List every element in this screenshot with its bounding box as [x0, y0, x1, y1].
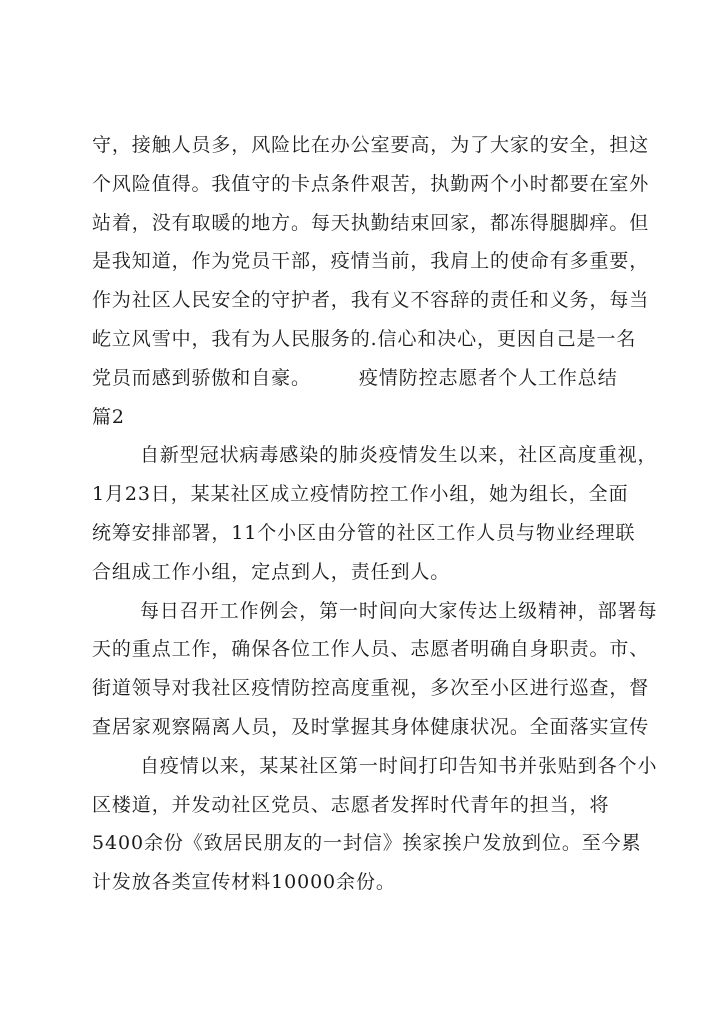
text-line: 统筹安排部署，11个小区由分管的社区工作人员与物业经理联: [92, 521, 636, 544]
text-line: 5400余份《致居民朋友的一封信》挨家挨户发放到位。至今累: [92, 832, 642, 855]
text-line: 是我知道，作为党员干部，疫情当前，我肩上的使命有多重要，: [92, 250, 650, 273]
paragraph-end: 党员而感到骄傲和自豪。: [92, 366, 311, 389]
text-line: 作为社区人民安全的守护者，我有义不容辞的责任和义务，每当: [92, 289, 650, 312]
text-line: 计发放各类宣传材料10000余份。: [92, 871, 396, 894]
text-line: 合组成工作小组，定点到人，责任到人。: [92, 560, 451, 583]
text-line: 屹立风雪中，我有为人民服务的.信心和决心，更因自己是一名: [92, 327, 637, 350]
text-line: 守，接触人员多，风险比在办公室要高，为了大家的安全，担这: [92, 134, 650, 156]
text-line: 查居家观察隔离人员，及时掌握其身体健康状况。全面落实宣传: [92, 715, 650, 738]
text-line: 区楼道，并发动社区党员、志愿者发挥时代青年的担当，将: [92, 793, 610, 816]
text-line: [92, 359, 652, 398]
paragraph-start: 自疫情以来，某某社区第一时间打印告知书并张贴到各个小: [140, 754, 658, 777]
section-heading: 疫情防控志愿者个人工作总结: [358, 366, 618, 389]
text-line: 站着，没有取暖的地方。每天执勤结束回家，都冻得腿脚痒。但: [92, 211, 650, 234]
text-line: 个风险值得。我值守的卡点条件艰苦，执勤两个小时都要在室外: [92, 172, 650, 195]
text-line: 街道领导对我社区疫情防控高度重视，多次至小区进行巡查，督: [92, 677, 650, 700]
text-line: 天的重点工作，确保各位工作人员、志愿者明确自身职责。市、: [92, 638, 650, 661]
paragraph-start: 每日召开工作例会，第一时间向大家传达上级精神，部署每: [140, 599, 658, 622]
text-line: 1月23日，某某社区成立疫情防控工作小组，她为组长，全面: [92, 483, 629, 506]
body-text: [92, 126, 658, 902]
section-heading-continued: 篇2: [92, 405, 125, 428]
paragraph-start: 自新型冠状病毒感染的肺炎疫情发生以来，社区高度重视，: [140, 444, 658, 467]
